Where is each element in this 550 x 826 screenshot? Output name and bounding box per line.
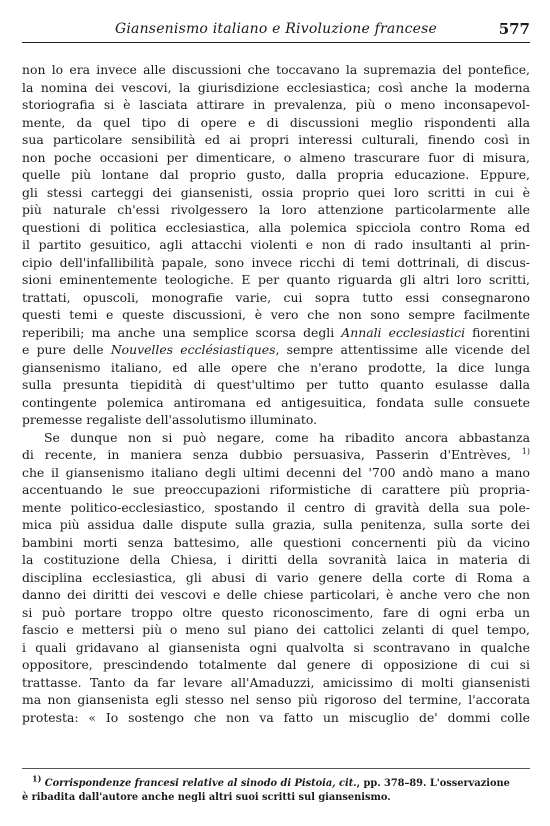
- text-line: questi temi e queste discussioni, è vero che non sono sempre facilmente: [22, 307, 530, 322]
- footnote-reference: 1): [521, 446, 530, 456]
- text-line: storiografia si è lasciata attirare in prevalenza, più o meno inconsapevol-: [22, 97, 530, 112]
- text-line: la costituzione della Chiesa, i diritti della sovranità laica in materia di: [22, 552, 530, 567]
- text-line: oppositore, prescindendo totalmente dal genere di opposizione di cui si: [22, 657, 530, 672]
- text-line: sua particolare sensibilità ed ai propri interessi culturali, finendo così in: [22, 132, 530, 147]
- text-line: non poche occasioni per dimenticare, o almeno trascurare fuor di misura,: [22, 149, 530, 165]
- page-header: [22, 18, 530, 43]
- running-title: Giansenismo italiano e Rivoluzione francese: [114, 21, 438, 37]
- text-segment: e pure delle: [22, 342, 111, 357]
- text-line: accentuando le sue preoccupazioni riformistiche di carattere più propria-: [22, 482, 530, 497]
- body-text: [22, 61, 530, 726]
- text-line: ma non giansenista egli stesso nel senso più rigoroso del termine, l'accorata: [22, 692, 530, 707]
- text-segment: , sempre attentissime alle vicende del: [275, 342, 531, 357]
- text-line: danno dei diritti dei vescovi e delle chiese particolari, è anche vero che non: [22, 587, 530, 602]
- text-segment: fiorentini: [465, 324, 530, 340]
- footnotes: [22, 768, 530, 805]
- text-line: trattasse. Tanto da far levare all'Amaduzzi, amicissimo di molti giansenisti: [22, 674, 530, 690]
- text-line: più naturale ch'essi rivolgessero la loro attenzione particolarmente alle: [22, 202, 530, 217]
- text-line: sioni eminentemente teologiche. E per quanto riguarda gli altri loro scritti,: [22, 272, 530, 287]
- text-line: mente, da quel tipo di opere e di discussioni meglio rispondenti alla: [22, 114, 530, 130]
- text-line: gli stessi carteggi dei giansenisti, ossia proprio quei loro scritti in cui è: [22, 184, 530, 200]
- text-line: quelle più lontane dal proprio gusto, dalla propria educazione. Eppure,: [22, 167, 530, 182]
- text-line: Se dunque non si può negare, come ha ribadito ancora abbastanza: [44, 429, 530, 445]
- text-line: questioni di politica ecclesiastica, alla polemica spicciola contro Roma ed: [22, 219, 530, 235]
- text-line: mente politico-ecclesiastico, spostando il centro di gravità della sua pole-: [22, 499, 530, 515]
- text-line: che il giansenismo italiano degli ultimi decenni del '700 andò mano a mano: [22, 464, 530, 480]
- text-line: bambini morti senza battesimo, alle questioni concernenti più da vicino: [22, 534, 530, 550]
- text-line: la nomina dei vescovi, la giurisdizione ecclesiastica; così anche la moderna: [22, 79, 530, 95]
- text-line: premesse regaliste dell'assolutismo illuminato.: [22, 412, 318, 427]
- text-line: [22, 324, 530, 342]
- text-line: protesta: « Io sostengo che non va fatto un miscuglio de' dommi colle: [22, 709, 530, 725]
- journal-title: Annali ecclesiastici: [341, 324, 466, 340]
- text-line: fascio e mettersi più o meno sul piano dei cattolici zelanti di quel tempo,: [22, 622, 530, 637]
- text-line: [22, 341, 530, 359]
- text-line: trattati, opuscoli, monografie varie, cui sopra tutto essi consegnarono: [22, 289, 530, 305]
- page-number: 577: [498, 20, 530, 38]
- text-line: disciplina ecclesiastica, gli abusi di vario genere della corte di Roma a: [22, 569, 530, 585]
- text-segment: reperibili; ma anche una semplice scorsa degli: [22, 324, 342, 340]
- text-line: non lo era invece alle discussioni che toccavano la supremazia del pontefice,: [22, 62, 530, 77]
- journal-title: Nouvelles ecclésiastiques: [110, 342, 276, 357]
- text-line: cipio dell'infallibilità papale, sono invece ricchi di temi dottrinali, di discus-: [22, 254, 530, 270]
- text-line: giansenismo italiano, ed alle opere che n'erano prodotte, la dice lunga: [22, 359, 530, 375]
- footnote-marker: 1): [32, 773, 42, 784]
- cited-work: Corrispondenze francesi relative al sinodo di Pistoia, cit.: [44, 778, 357, 789]
- text-line: i quali gridavano al giansenista ogni qualvolta si scontravano in qualche: [22, 639, 530, 655]
- text-line: [22, 446, 530, 464]
- text-line: il partito gesuitico, agli attacchi violenti e non di rado insultanti al prin-: [22, 237, 530, 252]
- text-line: sulla presunta tiepidità di quest'ultimo per tutto quanto esulasse dalla: [22, 377, 530, 392]
- footnote-line: [22, 773, 530, 791]
- text-segment: , pp. 378–89. L'osservazione: [356, 778, 510, 789]
- text-line: mica più assidua dalle dispute sulla grazia, sulla penitenza, sulla sorte dei: [22, 517, 530, 532]
- footnote-line: è ribadita dall'autore anche negli altri suoi scritti sul giansenismo.: [22, 792, 391, 803]
- text-line: si può portare troppo oltre questo riconoscimento, fare di ogni erba un: [22, 604, 530, 620]
- text-segment: di recente, in maniera senza dubbio persuasiva, Passerin d'Entrèves,: [22, 447, 511, 462]
- text-line: contingente polemica antiromana ed antigesuitica, fondata sulle consuete: [22, 394, 530, 410]
